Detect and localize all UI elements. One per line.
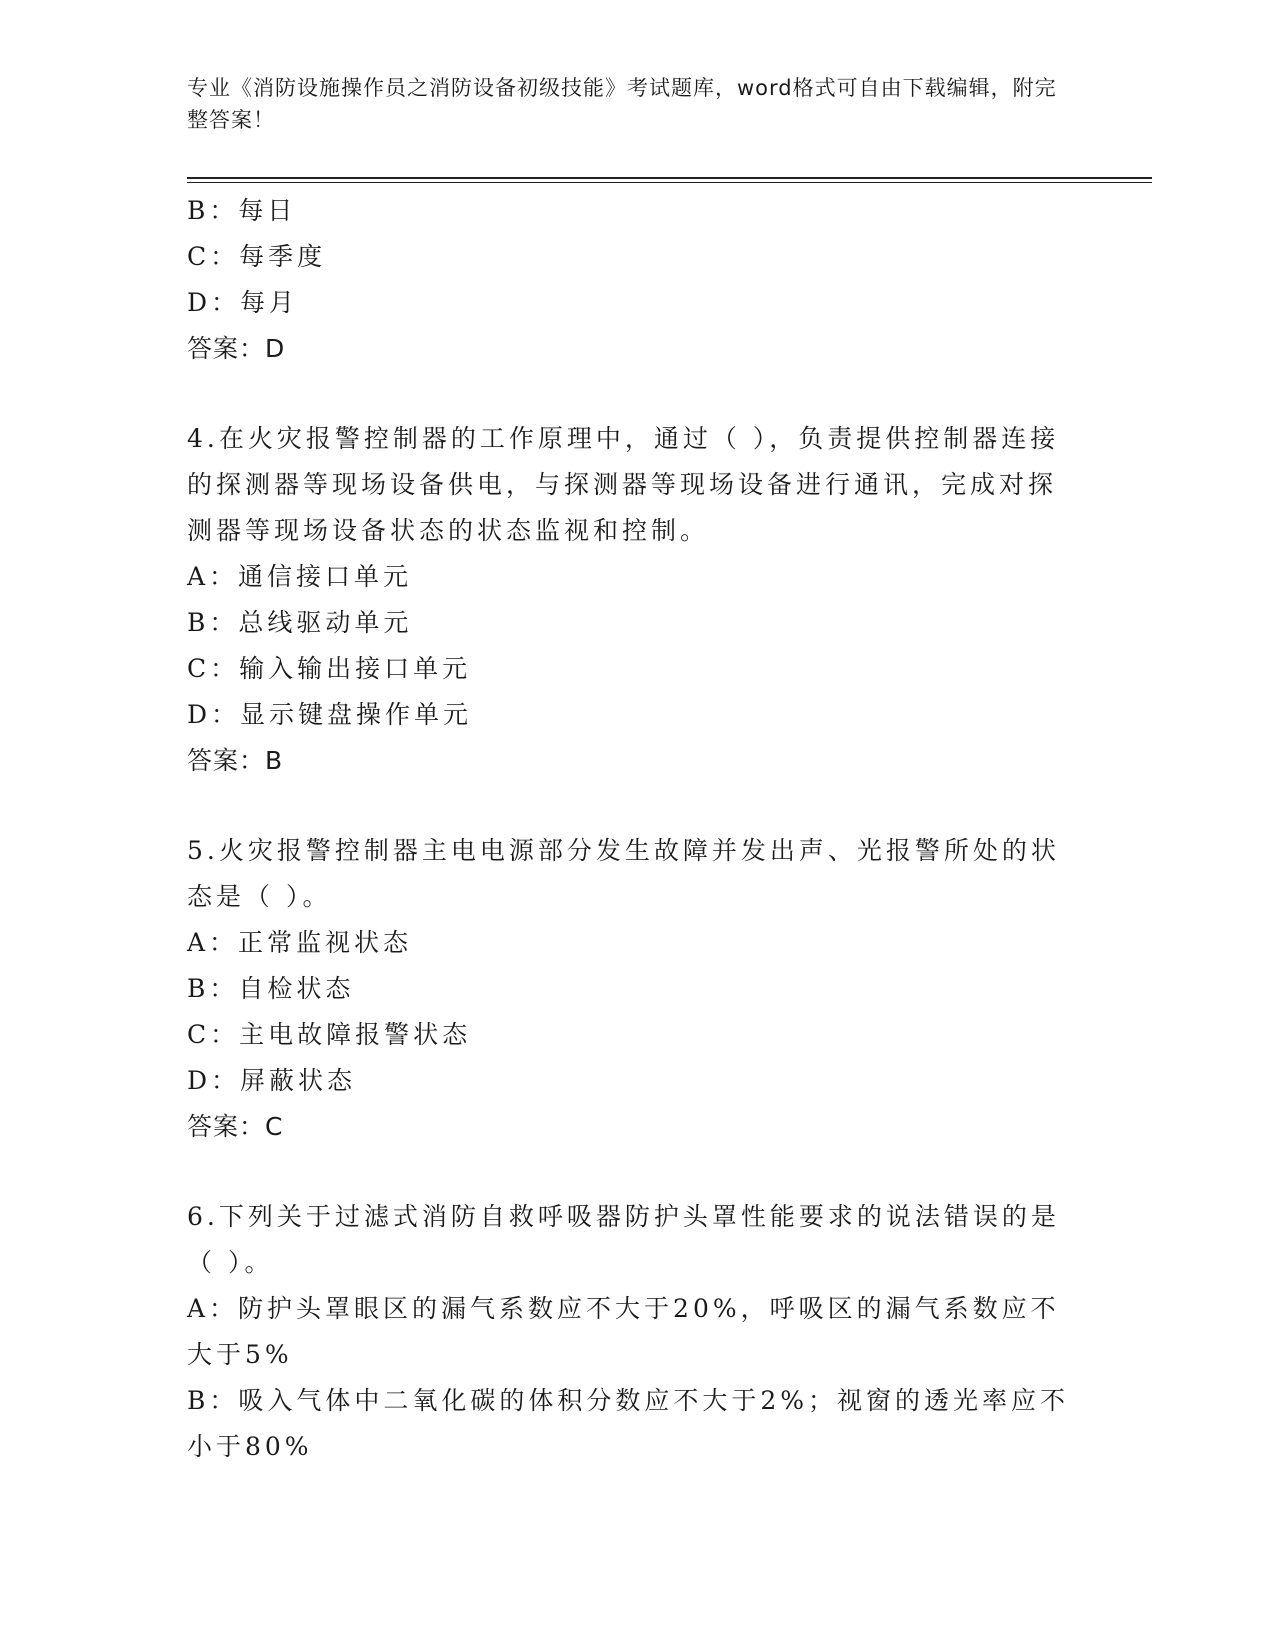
option-c: C：主电故障报警状态 bbox=[187, 1020, 472, 1049]
answer: 答案：D bbox=[187, 334, 286, 363]
option-c: C：输入输出接口单元 bbox=[187, 654, 472, 683]
option-a: A：通信接口单元 bbox=[187, 562, 413, 591]
option-b: B：吸入气体中二氧化碳的体积分数应不大于2%；视窗的透光率应不小于80% bbox=[187, 1386, 1070, 1461]
question-stem: 6.下列关于过滤式消防自救呼吸器防护头罩性能要求的说法错误的是（ ）。 bbox=[187, 1202, 1060, 1277]
question-6 bbox=[187, 1194, 1077, 1470]
header-rule-thick bbox=[187, 177, 1152, 179]
header-rule-thin bbox=[187, 182, 1152, 183]
question-5 bbox=[187, 828, 1077, 1150]
question-4 bbox=[187, 416, 1077, 784]
option-d: D：显示键盘操作单元 bbox=[187, 700, 473, 729]
question-stem: 5.火灾报警控制器主电电源部分发生故障并发出声、光报警所处的状态是（ ）。 bbox=[187, 836, 1060, 911]
question-stem: 4.在火灾报警控制器的工作原理中，通过（ ），负责提供控制器连接的探测器等现场设备供电，与探测器等现场设备进行通讯，完成对探测器等现场设备状态的状态监视和控制。 bbox=[187, 424, 1060, 545]
option-d: D：屏蔽状态 bbox=[187, 1066, 357, 1095]
question-fragment bbox=[187, 188, 1077, 372]
option-d: D：每月 bbox=[187, 288, 299, 317]
answer: 答案：C bbox=[187, 1112, 284, 1141]
option-a: A：防护头罩眼区的漏气系数应不大于20%，呼吸区的漏气系数应不大于5% bbox=[187, 1294, 1060, 1369]
document-body bbox=[187, 188, 1077, 1470]
option-c: C：每季度 bbox=[187, 242, 327, 271]
option-b: B：自检状态 bbox=[187, 974, 355, 1003]
option-b: B：每日 bbox=[187, 196, 297, 225]
document-header: 专业《消防设施操作员之消防设备初级技能》考试题库，word格式可自由下载编辑，附完整答案！ bbox=[187, 76, 1057, 132]
answer: 答案：B bbox=[187, 746, 284, 775]
option-a: A：正常监视状态 bbox=[187, 928, 413, 957]
option-b: B：总线驱动单元 bbox=[187, 608, 413, 637]
